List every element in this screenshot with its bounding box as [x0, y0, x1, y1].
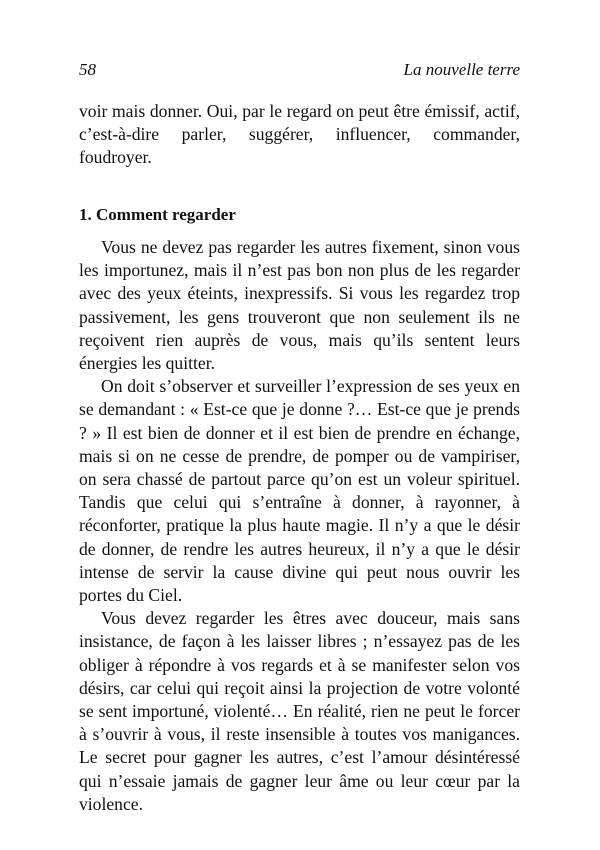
section-body	[79, 236, 520, 816]
section-heading: 1. Comment regarder	[79, 205, 236, 224]
body-paragraph: Vous devez regarder les êtres avec douceur, mais sans insistance, de façon à les laisser libres ; n’essayez pas de les obliger à répondre à vos regards et à se manifester selon vos désirs, car celui qui reçoit ainsi la projection de votre volonté se sent importuné, violenté… En réalité, rien ne peut le forcer à s’ouvrir à vous, il reste insensible à toutes vos manigances. Le secret pour gagner les autres, c’est l’amour désintéressé qui n’essaie jamais de gagner leur âme ou leur cœur par la violence.	[79, 608, 520, 814]
body-paragraph: On doit s’observer et surveiller l’expression de ses yeux en se demandant : « Est-ce que je donne ?… Est-ce que je prends ? » Il est bien de donner et il est bien de prendre en échange, mais si on ne cesse de prendre, de pomper ou de vampiriser, on sera chassé de partout parce qu’on est un voleur spirituel. Tandis que celui qui s’entraîne à donner, à rayonner, à réconforter, pratique la plus haute magie. Il n’y a que le désir de donner, de rendre les autres heureux, il n’y a que le désir intense de servir la cause divine qui peut nous ouvrir les portes du Ciel.	[79, 376, 520, 606]
body-paragraph: Vous ne devez pas regarder les autres fixement, sinon vous les importunez, mais il n’est pas bon non plus de les regarder avec des yeux éteints, inexpressifs. Si vous les regardez trop passivement, les gens trouveront que non seulement ils ne reçoivent rien auprès de vous, mais qu’ils sentent leurs énergies les quitter.	[79, 237, 520, 374]
intro-paragraph: voir mais donner. Oui, par le regard on peut être émissif, actif, c’est-à-dire parler, suggérer, influencer, commander, foudroyer.	[79, 101, 520, 168]
page-number: 58	[79, 60, 96, 79]
running-title: La nouvelle terre	[403, 60, 520, 79]
